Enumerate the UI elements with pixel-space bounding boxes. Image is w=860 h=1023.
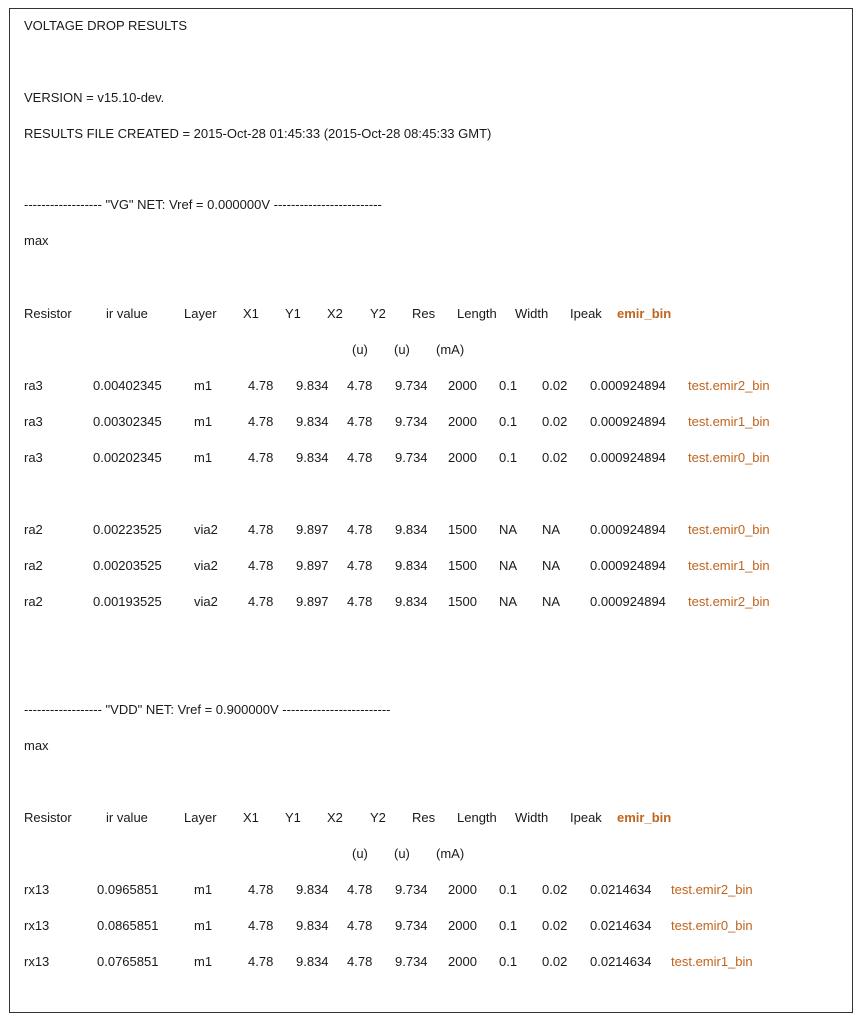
table-cell: rx13	[24, 954, 50, 969]
table-cell: 0.00223525	[93, 522, 162, 537]
table-cell: 0.000924894	[590, 594, 666, 609]
unit-label: (u)	[352, 342, 368, 357]
units-row	[0, 846, 860, 862]
column-header: Res	[412, 810, 436, 825]
table-cell: 4.78	[248, 882, 274, 897]
column-header: X1	[243, 306, 259, 321]
column-header: Resistor	[24, 810, 72, 825]
table-cell: 2000	[448, 918, 477, 933]
table-cell: 0.000924894	[590, 414, 666, 429]
table-cell: 9.734	[395, 378, 428, 393]
column-header: Y2	[370, 306, 386, 321]
table-cell: ra2	[24, 558, 43, 573]
table-cell: 0.02	[542, 414, 568, 429]
table-cell: NA	[499, 522, 518, 537]
table-cell: 0.02	[542, 378, 568, 393]
table-cell: 9.834	[395, 522, 428, 537]
table-cell: 4.78	[248, 558, 274, 573]
table-cell: 0.0965851	[97, 882, 159, 897]
table-cell: m1	[194, 918, 213, 933]
table-cell: 9.834	[296, 918, 329, 933]
table-cell: 0.1	[499, 378, 518, 393]
table-cell: 9.834	[395, 594, 428, 609]
table-cell: 4.78	[248, 522, 274, 537]
table-cell: 9.734	[395, 450, 428, 465]
table-cell: test.emir1_bin	[671, 954, 753, 969]
table-cell: 0.0765851	[97, 954, 159, 969]
version-line: VERSION = v15.10-dev.	[24, 90, 165, 105]
table-cell: m1	[194, 882, 213, 897]
table-cell: NA	[542, 558, 561, 573]
table-cell: test.emir2_bin	[671, 882, 753, 897]
table-cell: 9.834	[296, 954, 329, 969]
table-cell: NA	[542, 522, 561, 537]
table-header-row	[0, 810, 860, 826]
unit-label: (u)	[394, 846, 410, 861]
table-cell: 0.00402345	[93, 378, 162, 393]
table-cell: ra2	[24, 594, 43, 609]
table-cell: 0.0214634	[590, 954, 652, 969]
table-cell: 4.78	[347, 558, 373, 573]
table-cell: NA	[499, 558, 518, 573]
table-cell: test.emir0_bin	[688, 450, 770, 465]
units-row	[0, 342, 860, 358]
table-cell: 1500	[448, 522, 477, 537]
net-header-line: ------------------ "VG" NET: Vref = 0.000000V -------------------------	[24, 197, 382, 212]
table-cell: ra3	[24, 450, 43, 465]
table-cell: test.emir2_bin	[688, 594, 770, 609]
table-cell: 0.02	[542, 954, 568, 969]
column-header: Ipeak	[570, 306, 602, 321]
table-cell: 4.78	[248, 450, 274, 465]
table-cell: 0.02	[542, 918, 568, 933]
table-cell: 0.00302345	[93, 414, 162, 429]
column-header: Layer	[184, 306, 217, 321]
table-cell: ra2	[24, 522, 43, 537]
unit-label: (mA)	[436, 846, 465, 861]
table-cell: 0.0214634	[590, 882, 652, 897]
table-cell: rx13	[24, 882, 50, 897]
unit-label: (u)	[352, 846, 368, 861]
max-label: max	[24, 233, 49, 248]
table-cell: test.emir1_bin	[688, 414, 770, 429]
table-cell: 2000	[448, 414, 477, 429]
table-cell: 0.1	[499, 882, 518, 897]
table-cell: 2000	[448, 882, 477, 897]
table-cell: 0.00203525	[93, 558, 162, 573]
column-header: Y1	[285, 810, 301, 825]
document-title: VOLTAGE DROP RESULTS	[24, 18, 188, 33]
column-header: Width	[515, 810, 549, 825]
column-header: Resistor	[24, 306, 72, 321]
table-cell: 2000	[448, 450, 477, 465]
column-header: Ipeak	[570, 810, 602, 825]
table-cell: 4.78	[347, 522, 373, 537]
table-cell: 2000	[448, 954, 477, 969]
table-cell: NA	[542, 594, 561, 609]
net-header-line: ------------------ "VDD" NET: Vref = 0.900000V -------------------------	[24, 702, 391, 717]
table-cell: 0.000924894	[590, 378, 666, 393]
table-cell: 0.1	[499, 450, 518, 465]
table-cell: 9.734	[395, 954, 428, 969]
table-cell: 0.0865851	[97, 918, 159, 933]
table-row	[0, 450, 860, 466]
table-cell: 9.834	[296, 378, 329, 393]
table-cell: 9.834	[296, 450, 329, 465]
table-cell: 0.00193525	[93, 594, 162, 609]
table-cell: 0.000924894	[590, 450, 666, 465]
unit-label: (mA)	[436, 342, 465, 357]
table-cell: NA	[499, 594, 518, 609]
unit-label: (u)	[394, 342, 410, 357]
table-cell: 0.02	[542, 882, 568, 897]
table-cell: 4.78	[347, 414, 373, 429]
column-header: Length	[457, 810, 497, 825]
table-cell: test.emir0_bin	[671, 918, 753, 933]
table-cell: 9.897	[296, 594, 329, 609]
column-header: X2	[327, 810, 343, 825]
column-header: Width	[515, 306, 549, 321]
table-cell: 4.78	[347, 594, 373, 609]
table-row	[0, 918, 860, 934]
table-cell: 4.78	[347, 918, 373, 933]
table-cell: 0.1	[499, 954, 518, 969]
table-row	[0, 594, 860, 610]
table-cell: 2000	[448, 378, 477, 393]
column-header: ir value	[106, 306, 148, 321]
column-header: ir value	[106, 810, 148, 825]
column-header: Layer	[184, 810, 217, 825]
column-header: Y2	[370, 810, 386, 825]
table-cell: via2	[194, 558, 218, 573]
table-cell: m1	[194, 378, 213, 393]
table-row	[0, 558, 860, 574]
table-cell: m1	[194, 954, 213, 969]
created-line: RESULTS FILE CREATED = 2015-Oct-28 01:45:33 (2015-Oct-28 08:45:33 GMT)	[24, 126, 492, 141]
table-cell: 0.1	[499, 414, 518, 429]
table-row	[0, 954, 860, 970]
table-cell: ra3	[24, 378, 43, 393]
table-cell: 0.000924894	[590, 522, 666, 537]
table-cell: 4.78	[248, 918, 274, 933]
max-label: max	[24, 738, 49, 753]
table-cell: 4.78	[347, 450, 373, 465]
table-cell: 9.897	[296, 522, 329, 537]
column-header: emir_bin	[617, 810, 672, 825]
table-cell: m1	[194, 450, 213, 465]
table-cell: test.emir0_bin	[688, 522, 770, 537]
table-cell: 1500	[448, 594, 477, 609]
table-cell: 4.78	[248, 414, 274, 429]
table-cell: 9.897	[296, 558, 329, 573]
table-cell: 4.78	[248, 378, 274, 393]
table-cell: 0.000924894	[590, 558, 666, 573]
table-cell: test.emir2_bin	[688, 378, 770, 393]
table-cell: 4.78	[347, 378, 373, 393]
table-row	[0, 414, 860, 430]
table-cell: 4.78	[248, 594, 274, 609]
table-cell: 0.02	[542, 450, 568, 465]
column-header: X2	[327, 306, 343, 321]
table-cell: 4.78	[248, 954, 274, 969]
column-header: emir_bin	[617, 306, 672, 321]
table-cell: 9.734	[395, 882, 428, 897]
results-document-frame	[9, 8, 853, 1013]
table-cell: 9.834	[395, 558, 428, 573]
table-row	[0, 378, 860, 394]
table-cell: ra3	[24, 414, 43, 429]
column-header: Y1	[285, 306, 301, 321]
table-row	[0, 522, 860, 538]
table-cell: via2	[194, 522, 218, 537]
table-cell: 9.834	[296, 414, 329, 429]
table-row	[0, 882, 860, 898]
table-cell: m1	[194, 414, 213, 429]
table-cell: 9.734	[395, 918, 428, 933]
table-cell: 9.734	[395, 414, 428, 429]
column-header: Res	[412, 306, 436, 321]
table-cell: 1500	[448, 558, 477, 573]
table-cell: 0.0214634	[590, 918, 652, 933]
table-cell: 4.78	[347, 882, 373, 897]
table-cell: 9.834	[296, 882, 329, 897]
table-cell: rx13	[24, 918, 50, 933]
table-cell: 4.78	[347, 954, 373, 969]
table-cell: test.emir1_bin	[688, 558, 770, 573]
table-cell: 0.00202345	[93, 450, 162, 465]
column-header: Length	[457, 306, 497, 321]
column-header: X1	[243, 810, 259, 825]
table-header-row	[0, 306, 860, 322]
table-cell: via2	[194, 594, 218, 609]
table-cell: 0.1	[499, 918, 518, 933]
